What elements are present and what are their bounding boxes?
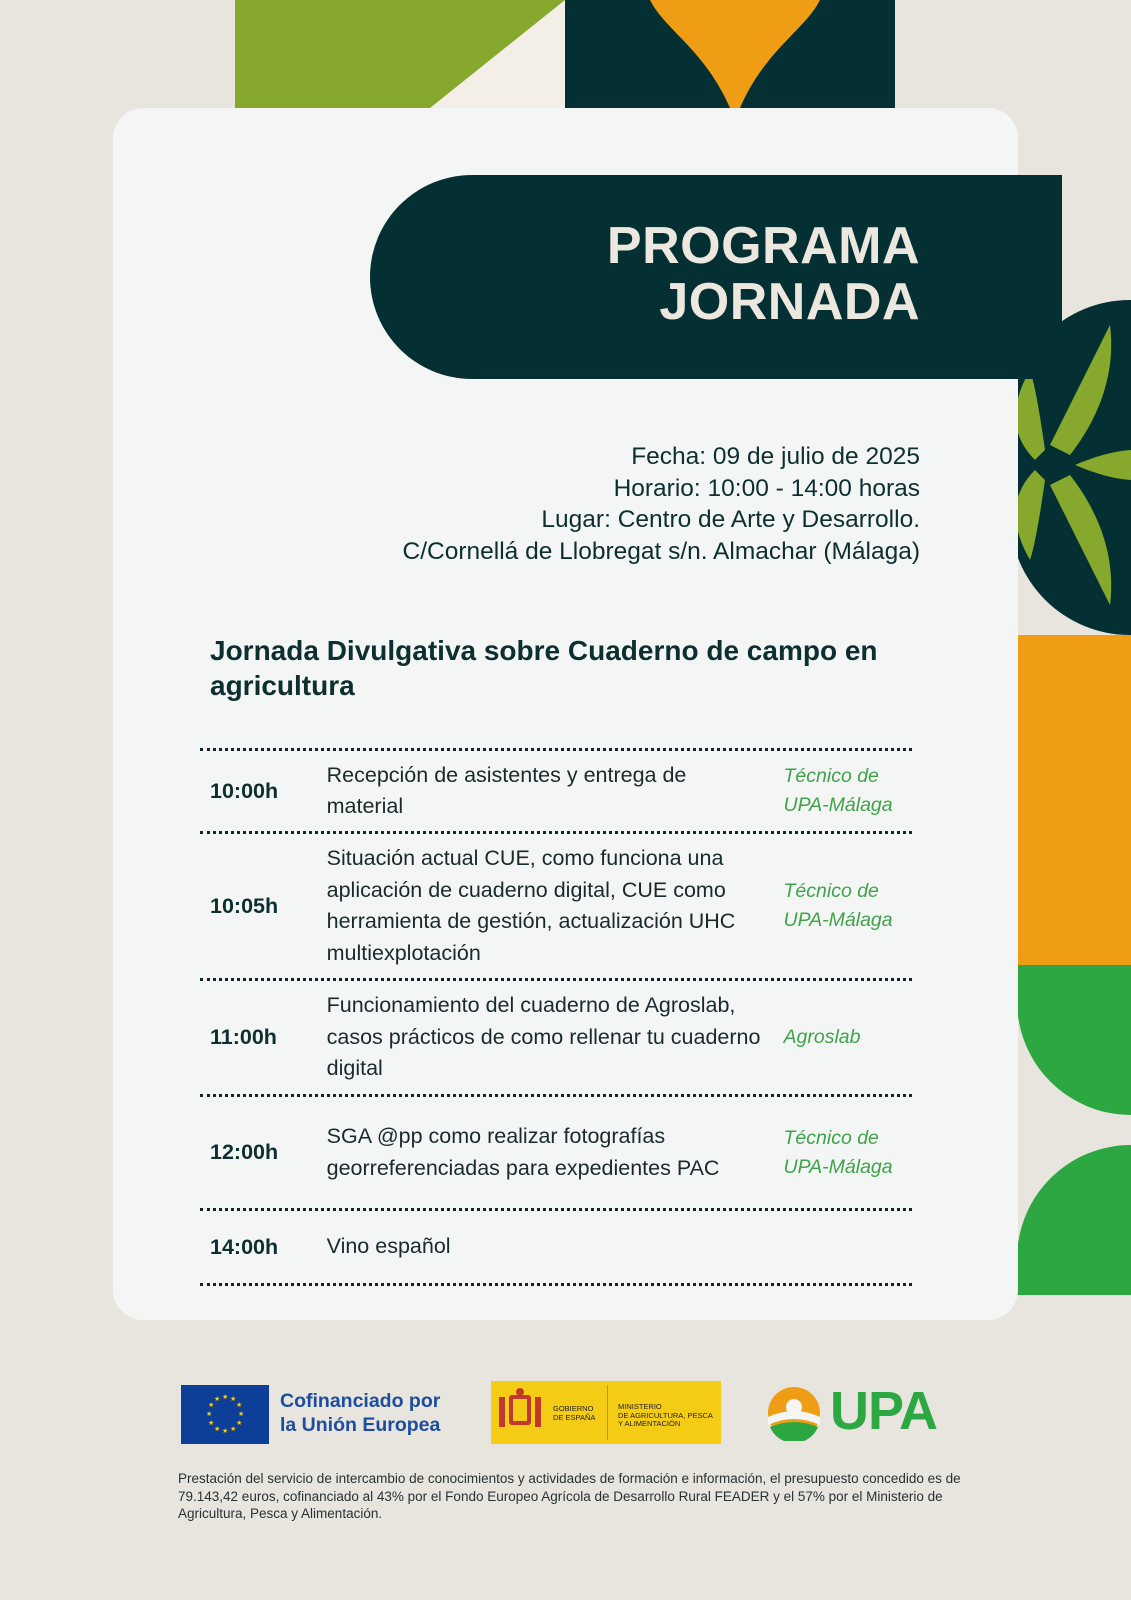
row-speaker: Agroslab [783,1026,861,1048]
row-description: Vino español [326,1234,451,1259]
row-speaker: Técnico de UPA-Málaga [783,765,893,816]
funding-disclaimer: Prestación del servicio de intercambio de conocimientos y actividades de formación e información, el presupuesto concedido es de 79.143,42 euros, cofinanciado al 43% por el Fondo Europeo Agrícola de Desarrollo Rural FEADER y el 57% por el Ministerio de Agricultura, Pesca y Alimentación. [178,1471,961,1521]
svg-text:★: ★ [236,1419,243,1427]
svg-text:★: ★ [222,1393,229,1401]
gov-label-line-1: GOBIERNO [553,1404,594,1413]
right-green-block-1 [1017,965,1131,1115]
svg-text:★: ★ [236,1401,243,1409]
row-speaker: Técnico de UPA-Málaga [783,880,893,931]
svg-text:★: ★ [238,1410,245,1418]
eu-label-line-1: Cofinanciado por [280,1390,441,1412]
eu-label-line-2: la Unión Europea [280,1414,441,1436]
page-title [520,218,920,330]
divider [200,1283,912,1286]
schedule-row [200,981,912,1094]
title-line-1: PROGRAMA [606,217,920,275]
svg-text:★: ★ [208,1401,215,1409]
event-address: C/Cornellá de Llobregat s/n. Almachar (Málaga) [402,537,920,565]
svg-text:★: ★ [214,1425,221,1433]
right-orange-block [1017,635,1131,965]
spain-coat-of-arms-icon [491,1381,551,1444]
ministry-label-line-2: DE AGRICULTURA, PESCA [618,1410,713,1420]
schedule-row [200,1211,912,1283]
row-time: 12:00h [210,1140,279,1164]
svg-text:★: ★ [230,1425,237,1433]
row-time: 10:00h [210,778,279,803]
svg-text:★: ★ [214,1395,221,1403]
row-description: Recepción de asistentes y entrega de material [326,762,687,818]
gov-divider [607,1385,608,1440]
schedule-table [200,748,912,1286]
event-info [300,441,920,567]
event-subtitle: Jornada Divulgativa sobre Cuaderno de campo en agricultura [210,635,878,701]
upa-logo-text: UPA [830,1381,938,1441]
ministry-label-line-3: Y ALIMENTACIÓN [618,1419,681,1428]
svg-text:★: ★ [206,1410,213,1418]
schedule-row [200,1097,912,1208]
svg-text:★: ★ [208,1419,215,1427]
schedule-row [200,751,912,831]
top-dark-block [565,0,895,108]
schedule-row [200,834,912,978]
event-time: Horario: 10:00 - 14:00 horas [613,474,920,502]
svg-text:★: ★ [230,1395,237,1403]
gov-label [553,1404,595,1422]
top-cream-triangle [430,0,565,108]
row-time: 10:05h [210,893,279,918]
orange-petal-shape [565,0,895,108]
row-description: Funcionamiento del cuaderno de Agroslab, casos prácticos de como rellenar tu cuaderno digital [326,993,761,1081]
row-time: 14:00h [210,1234,279,1259]
gov-label-line-2: DE ESPAÑA [553,1413,596,1422]
event-place: Lugar: Centro de Arte y Desarrollo. [541,506,920,533]
title-line-2: JORNADA [659,273,920,331]
row-description: SGA @pp como realizar fotografías georreferenciadas para expedientes PAC [326,1124,720,1180]
svg-text:★: ★ [222,1427,229,1435]
row-description: Situación actual CUE, como funciona una aplicación de cuaderno digital, CUE como herramienta de gestión, actualización UHC multiexplotación [326,846,736,965]
upa-sun-icon [766,1385,822,1441]
row-time: 11:00h [210,1025,277,1049]
right-green-block-2 [1017,1145,1131,1295]
ministry-label-line-1: MINISTERIO [618,1402,662,1411]
eu-cofinanced-label [280,1389,440,1437]
ministry-label [618,1403,713,1429]
eu-flag-icon [181,1385,269,1444]
event-date: Fecha: 09 de julio de 2025 [631,443,920,470]
row-speaker: Técnico de UPA-Málaga [783,1126,893,1178]
